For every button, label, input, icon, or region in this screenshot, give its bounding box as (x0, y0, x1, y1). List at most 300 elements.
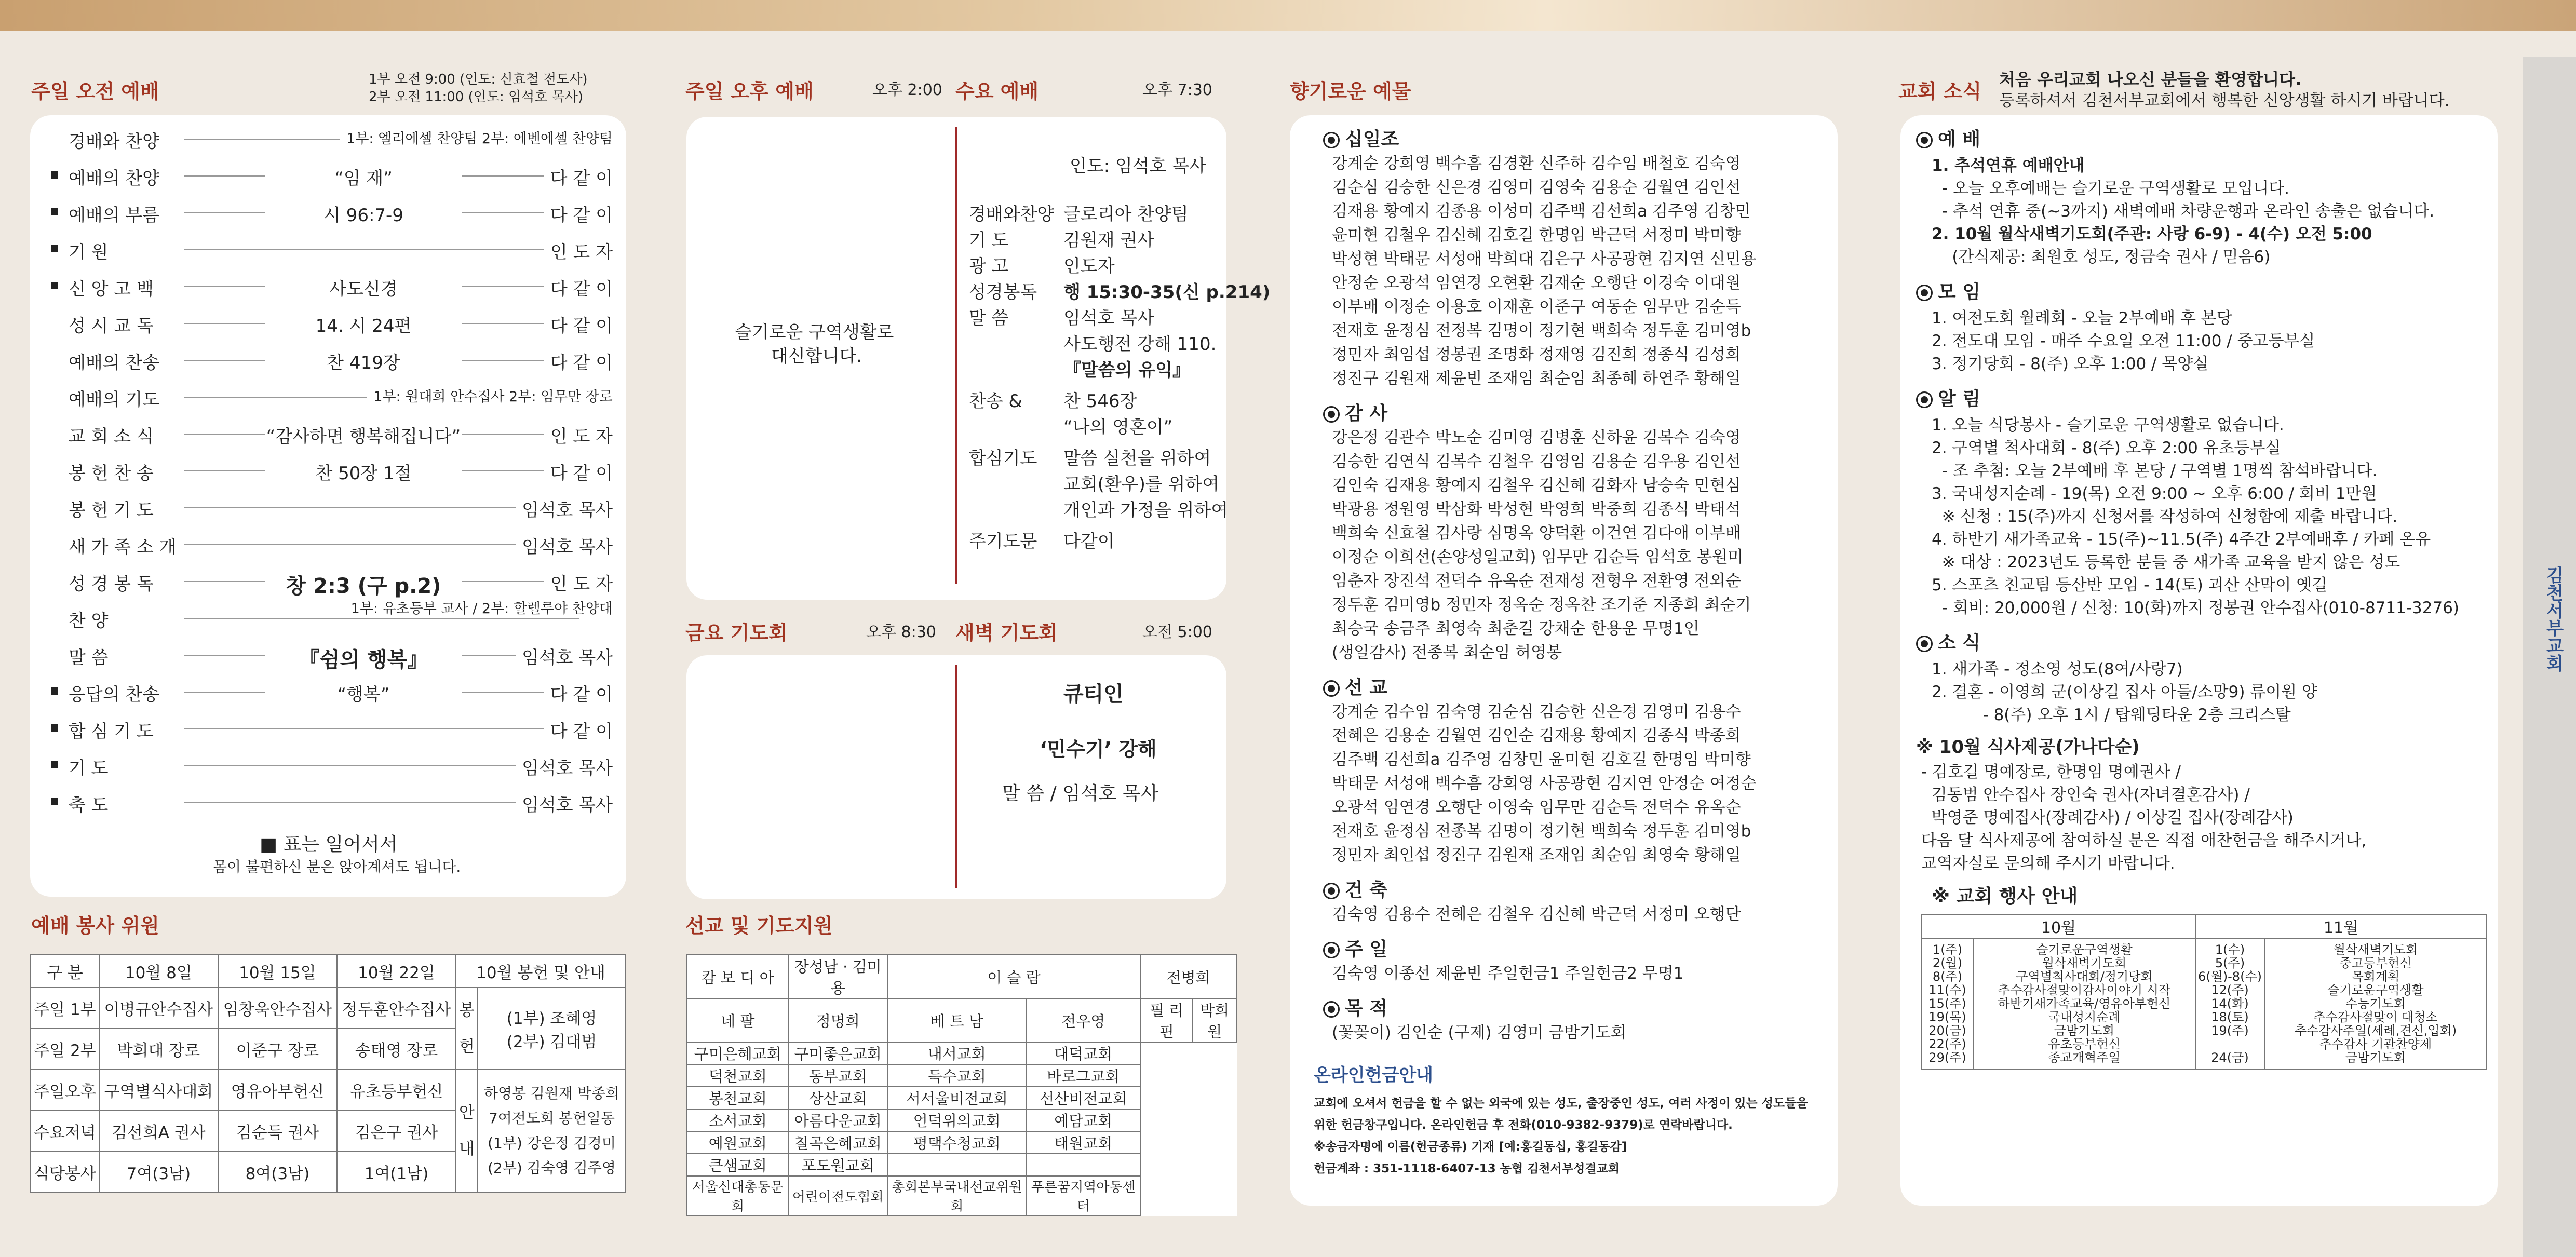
vol-cell: 구역별식사대회 (99, 1070, 218, 1111)
news-section-title (1916, 125, 1980, 151)
mission-church: 구미좋은교회 (788, 1042, 887, 1064)
order-label: 경배와 찬양 (69, 131, 160, 152)
event-name: 추수감사주일(세례,견신,입회) (2294, 1023, 2457, 1038)
section-name: 예 배 (1938, 129, 1981, 150)
offering-names: 김승한 김연식 김복수 김철우 김영임 김용순 김우용 김인선 (1332, 452, 1741, 471)
order-content: 시 96:7-9 (265, 201, 462, 226)
wed-value: 말씀 실천을 위하여 (1063, 448, 1211, 469)
online-info: ※송금자명에 이름(헌금종류) 기재 [예:홍길동십, 홍길동감] (1314, 1140, 1627, 1154)
bullet-mark (51, 245, 58, 252)
top-banner (0, 0, 2576, 31)
events-month: 10월 (1922, 914, 2195, 938)
order-content: 찬 50장 1절 (265, 459, 462, 484)
vol-cell: 김은구 권사 (337, 1111, 456, 1152)
standing-note: ■ 표는 일어서서 (260, 834, 398, 855)
friday-title: 금요 기도회 (685, 621, 788, 644)
offering-names: 정두훈 김미영b 정민자 정옥순 정옥찬 조기준 지종희 최순기 (1332, 596, 1751, 614)
afternoon-text1: 슬기로운 구역생활로 (735, 322, 894, 343)
offering-names: 백희숙 신효철 김사랑 심명옥 양덕환 이건연 김다애 이부배 (1332, 524, 1741, 543)
online-info: 교회에 오셔서 헌금을 할 수 없는 외국에 있는 성도, 출장중인 성도, 여러 사정이 있는 성도들을 (1314, 1097, 1808, 1110)
online-info: 위한 헌금창구입니다. 온라인헌금 후 전화(010-9382-9379)로 연락바랍니다. (1314, 1118, 1733, 1132)
wed-label: 주기도문 (969, 531, 1037, 552)
news-section-title (1916, 628, 1980, 655)
mission-person: 정명희 (788, 998, 887, 1042)
order-leader: 임석호 목사 (516, 754, 613, 779)
event-date: 18(토) (2211, 1010, 2249, 1024)
mission-church: 예원교회 (687, 1131, 788, 1154)
events-title: ※ 교회 행사 안내 (1932, 886, 2078, 907)
offering-names: (꽃꽂이) 김인순 (구제) 김영미 금밤기도회 (1332, 1023, 1626, 1042)
section-name: 주 일 (1345, 939, 1388, 960)
mission-church: 동부교회 (788, 1064, 887, 1087)
radio-bullet-icon (1916, 285, 1933, 301)
divider (955, 127, 957, 584)
offering-section-title (1323, 125, 1399, 151)
welcome-line1: 처음 우리교회 나오신 분들을 환영합니다. (1999, 70, 2302, 89)
wed-label: 합심기도 (969, 448, 1037, 469)
vol-side-label: 안 (459, 1103, 475, 1123)
wednesday-title: 수요 예배 (955, 80, 1039, 103)
bullet-mark (51, 208, 58, 215)
mission-church: 구미은혜교회 (687, 1042, 788, 1064)
divider (955, 665, 957, 888)
mission-church: 봉천교회 (687, 1087, 788, 1109)
event-name: 유초등부헌신 (2048, 1037, 2121, 1051)
offering-names: 윤미현 김철우 김신혜 김호길 한명임 박근덕 서정미 박미향 (1332, 226, 1741, 245)
mission-country: 베 트 남 (887, 998, 1027, 1042)
vol-cell: 정두훈안수집사 (337, 988, 456, 1029)
wed-value: 김원재 권사 (1063, 230, 1155, 251)
mission-country: 네 팔 (687, 998, 788, 1042)
welcome-line2: 등록하셔서 김천서부교회에서 행복한 신앙생활 하시기 바랍니다. (1999, 91, 2450, 110)
offering-names: 김주백 김선희a 김주영 김창민 윤미현 김호길 한명임 박미향 (1332, 750, 1751, 769)
event-name: 수능기도회 (2345, 996, 2406, 1011)
bullet-mark (51, 798, 58, 805)
meal-title: ※ 10월 식사제공(가나다순) (1916, 737, 2140, 758)
radio-bullet-icon (1323, 406, 1340, 423)
offering-names: 전혜은 김용순 김월연 김인순 김재용 황예지 김종식 박종희 (1332, 726, 1741, 745)
offering-section-title (1323, 399, 1387, 425)
news-line: 1. 오늘 식당봉사 - 슬기로운 구역생활로 없습니다. (1932, 416, 2284, 435)
mission-church: 총회본부국내선교위원회 (887, 1176, 1027, 1215)
offering-names: 박광용 정원영 박삼화 박성현 박영희 박중희 김종식 박태석 (1332, 500, 1741, 519)
order-leader: 다 같 이 (544, 459, 613, 484)
bullet-mark (51, 171, 58, 179)
order-leader: 다 같 이 (544, 348, 613, 374)
friday-time: 오후 8:30 (866, 623, 936, 641)
order-label: 봉 헌 기 도 (69, 500, 154, 521)
order-leader: 인 도 자 (544, 422, 613, 448)
mission-church: 칠곡은혜교회 (788, 1131, 887, 1154)
vol-header: 10월 22일 (337, 955, 456, 988)
offering-names: 강계순 강희영 백수흠 김경환 신주하 김수임 배철호 김숙영 (1332, 154, 1741, 173)
order-label: 예배의 기도 (69, 389, 160, 410)
vol-side-label: 헌 (459, 1037, 475, 1056)
order-label: 새 가 족 소 개 (69, 537, 177, 558)
news-line: 2. 결혼 - 이영희 군(이상길 집사 아들/소망9) 류이원 양 (1932, 683, 2317, 701)
offering-names: 이부배 이정순 이용호 이재훈 이준구 여동순 임무만 김순득 (1332, 298, 1741, 316)
event-date: 24(금) (2211, 1050, 2249, 1065)
event-name: 종교개혁주일 (2048, 1050, 2121, 1065)
event-name: 월삭새벽기도회 (2042, 956, 2127, 970)
news-line: - 오늘 오후예배는 슬기로운 구역생활로 모입니다. (1932, 179, 2289, 198)
event-date: 14(화) (2211, 996, 2249, 1011)
vol-cell: 송태영 장로 (337, 1029, 456, 1070)
mission-church: 선산비전교회 (1027, 1087, 1141, 1109)
mission-church: 포도원교회 (788, 1154, 887, 1176)
offering-names: 김숙영 김용수 전혜은 김철우 김신혜 박근덕 서정미 오행단 (1332, 905, 1741, 924)
morning-title: 주일 오전 예배 (31, 80, 159, 103)
wed-value: 『말씀의 유익』 (1063, 360, 1191, 381)
mission-country: 이 슬 람 (887, 955, 1140, 998)
order-leader: 인 도 자 (544, 238, 613, 263)
wed-label: 성경봉독 (969, 282, 1037, 303)
offering-names: 김순심 김승한 신은경 김영미 김영숙 김용순 김월연 김인선 (1332, 178, 1741, 197)
meal-line: 김동범 안수집사 장인숙 권사(자녀결혼감사) / (1921, 786, 2250, 804)
news-line: ※ 신청 : 15(주)까지 신청서를 작성하여 신청함에 제출 바랍니다. (1932, 507, 2398, 526)
radio-bullet-icon (1323, 942, 1340, 958)
order-leader: 1부: 엘리에셀 찬양팀 2부: 에벤에셀 찬양팀 (340, 127, 613, 147)
birthday-thanks: (생일감사) 전종복 최순임 허영봉 (1332, 643, 1562, 662)
vol-side-label: 봉 (459, 1001, 475, 1020)
mission-person: 전우영 (1027, 998, 1141, 1042)
event-name: 구역별척사대회/정기당회 (2016, 969, 2153, 984)
news-line: 3. 정기당회 - 8(주) 오후 1:00 / 목양실 (1932, 355, 2209, 373)
vol-header: 10월 봉헌 및 안내 (456, 955, 626, 988)
mission-person: 전병희 (1140, 955, 1236, 998)
vol-cell: 1여(1남) (337, 1152, 456, 1193)
offering-names: 박태문 서성애 백수흠 강희영 사공광현 김지연 안정순 여정순 (1332, 774, 1757, 793)
news-line: - 8(주) 오후 1시 / 탑웨딩타운 2층 크리스탈 (1932, 706, 2291, 724)
mission-church: 득수교회 (887, 1064, 1027, 1087)
offering-names: 임춘자 장진석 전덕수 유옥순 전재성 전형우 전환영 전외순 (1332, 572, 1741, 590)
mission-church: 평택수청교회 (887, 1131, 1027, 1154)
order-content: 찬 419장 (265, 348, 462, 374)
radio-bullet-icon (1916, 391, 1933, 408)
offering-names: 강은정 김관수 박노순 김미영 김병훈 신하윤 김복수 김숙영 (1332, 428, 1741, 447)
offering-names: 안정순 오광석 임연경 오현환 김재순 오행단 이경숙 이대원 (1332, 274, 1741, 292)
vol-guide: (1부) 강은정 김경미 (488, 1134, 616, 1152)
vol-guide: 하영봉 김원재 박종희 (483, 1085, 620, 1102)
events-month: 11월 (2195, 914, 2487, 938)
order-label: 예배의 찬송 (69, 353, 160, 373)
mission-church: 태원교회 (1027, 1131, 1141, 1154)
wed-value: 사도행전 강해 110. (1063, 334, 1217, 355)
vol-cell: 김선희A 권사 (99, 1111, 218, 1152)
mission-church: 서울신대총동문회 (687, 1176, 788, 1215)
news-line: 2. 전도대 모임 - 매주 수요일 오전 11:00 / 중고등부실 (1932, 332, 2315, 350)
leader-line (184, 618, 579, 619)
morning-time1: 1부 오전 9:00 (인도: 신효철 전도사) (369, 72, 588, 87)
offering-names: 오광석 임연경 오행단 이영숙 임무만 김순득 전덕수 유옥순 (1332, 798, 1741, 817)
vol-side-label: 내 (459, 1140, 475, 1159)
mission-church: 내서교회 (887, 1042, 1027, 1064)
vol-guide: 7여전도회 봉헌일동 (488, 1110, 615, 1127)
dawn-title: 새벽 기도회 (955, 621, 1058, 644)
dawn-book: ‘민수기’ 강해 (1040, 738, 1157, 761)
bullet-mark (51, 761, 58, 768)
wed-value: 글로리아 찬양팀 (1063, 204, 1189, 225)
leader-line (184, 728, 579, 729)
order-leader: 다 같 이 (544, 275, 613, 300)
event-name: 목회계획 (2351, 969, 2400, 984)
event-name: 추수감사절맞이 대청소 (2313, 1010, 2438, 1024)
event-date: 19(목) (1928, 1010, 1966, 1024)
order-leader: 임석호 목사 (516, 791, 613, 816)
mission-church: 언덕위의교회 (887, 1109, 1027, 1131)
order-leader: 1부: 원대희 안수집사 2부: 임무만 장로 (367, 385, 613, 406)
radio-bullet-icon (1323, 680, 1340, 697)
meal-line: 다음 달 식사제공에 참여하실 분은 직접 애찬헌금을 해주시거나, (1921, 831, 2367, 850)
offering-names: 박성현 박태문 서성애 박희대 김은구 사공광현 김지연 신민용 (1332, 250, 1757, 268)
section-name: 선 교 (1345, 677, 1388, 698)
offering-names: 강계순 김수임 김숙영 김순심 김승한 신은경 김영미 김용수 (1332, 702, 1741, 721)
order-label: 기 도 (69, 758, 109, 779)
news-line: 1. 새가족 - 정소영 성도(8여/사랑7) (1932, 660, 2183, 679)
mission-church: 어린이전도협회 (788, 1176, 887, 1215)
leader-line (184, 249, 579, 250)
mission-church: 대덕교회 (1027, 1042, 1141, 1064)
vol-cell: 수요저녁 (31, 1111, 99, 1152)
offering-names: 김숙영 이종선 제윤빈 주일헌금1 주일헌금2 무명1 (1332, 964, 1684, 983)
news-line: 2. 10월 월삭새벽기도회(주관: 사랑 6-9) - 4(수) 오전 5:00 (1932, 225, 2372, 244)
order-label: 응답의 찬송 (69, 684, 160, 705)
mission-title: 선교 및 기도지원 (685, 914, 833, 937)
news-line: 2. 구역별 척사대회 - 8(주) 오후 2:00 유초등부실 (1932, 439, 2281, 457)
order-leader: 인 도 자 (544, 570, 613, 595)
offering-names: 최승국 송금주 최영숙 최춘길 강채순 한용운 무명1인 (1332, 619, 1700, 638)
order-leader: 다 같 이 (544, 201, 613, 226)
event-date: 20(금) (1928, 1023, 1966, 1038)
event-name: 슬기로운구역생활 (2036, 942, 2133, 957)
news-section-title (1916, 277, 1980, 304)
event-date: 29(주) (1928, 1050, 1966, 1065)
event-name: 중고등부헌신 (2339, 956, 2412, 970)
volunteers-table (30, 954, 626, 1193)
offering-names: 정민자 최인섭 정진구 김원재 조재임 최순임 최영숙 황해일 (1332, 846, 1741, 864)
mission-country: 필 리 핀 (1140, 998, 1193, 1042)
bullet-mark (51, 687, 58, 695)
vol-header: 10월 15일 (218, 955, 337, 988)
afternoon-title: 주일 오후 예배 (685, 80, 814, 103)
vol-cell: 8여(3남) (218, 1152, 337, 1193)
wed-value: 인도자 (1063, 256, 1115, 277)
event-name: 슬기로운구역생활 (2327, 983, 2424, 997)
vol-cell: 이준구 장로 (218, 1029, 337, 1070)
radio-bullet-icon (1916, 636, 1933, 652)
event-date (2198, 1037, 2262, 1051)
event-date: 19(주) (2211, 1023, 2249, 1038)
vol-cell: 영유아부헌신 (218, 1070, 337, 1111)
mission-church: 상산교회 (788, 1087, 887, 1109)
event-name: 추수감사절맞이감사이야기 시작 (1998, 983, 2171, 997)
online-title: 온라인헌금안내 (1314, 1065, 1433, 1086)
order-label: 신 앙 고 백 (69, 279, 154, 300)
offering-section-title (1323, 994, 1387, 1020)
volunteers-title: 예배 봉사 위원 (31, 914, 159, 937)
order-label: 예배의 찬양 (69, 168, 160, 189)
order-content: 14. 시 24편 (265, 312, 462, 337)
vol-cell: 식당봉사 (31, 1152, 99, 1193)
wed-label: 경배와찬양 (969, 204, 1055, 225)
wed-value: 찬 546장 (1063, 391, 1137, 412)
vol-cell: 7여(3남) (99, 1152, 218, 1193)
vol-cell: 임창욱안수집사 (218, 988, 337, 1029)
order-leader: 다 같 이 (544, 680, 613, 706)
order-leader: 다 같 이 (544, 717, 613, 742)
mission-church: 덕천교회 (687, 1064, 788, 1087)
wed-value: 개인과 가정을 위하여 (1063, 500, 1229, 521)
mission-church (887, 1154, 1027, 1176)
order-label: 성 경 봉 독 (69, 574, 154, 594)
offering-names: 전재호 윤정심 전정복 김명이 정기현 백희숙 정두훈 김미영b (1332, 321, 1751, 340)
order-label: 교 회 소 식 (69, 426, 154, 447)
afternoon-text2: 대신합니다. (771, 346, 862, 367)
event-date: 8(주) (1932, 969, 1963, 984)
news-line: ※ 대상 : 2023년도 등록한 분들 중 새가족 교육을 받지 않은 성도 (1932, 553, 2400, 572)
offering-names: 김재용 황예지 김종용 이성미 김주백 김선희a 김주영 김창민 (1332, 202, 1751, 221)
radio-bullet-icon (1323, 1001, 1340, 1018)
event-date: 1(주) (1932, 942, 1963, 957)
vol-cell: 주일 1부 (31, 988, 99, 1029)
offering-names: 정민자 최임섭 정봉권 조명화 정재영 김진희 정종식 김성희 (1332, 345, 1741, 364)
wed-value: 다같이 (1063, 531, 1115, 552)
mission-church (1027, 1154, 1141, 1176)
news-line: 1. 여전도회 월례회 - 오늘 2부예배 후 본당 (1932, 309, 2232, 328)
section-name: 알 림 (1938, 388, 1981, 410)
order-leader: 임석호 목사 (516, 496, 613, 521)
order-leader: 임석호 목사 (516, 533, 613, 558)
mission-church: 아름다운교회 (788, 1109, 887, 1131)
order-label: 합 심 기 도 (69, 721, 154, 742)
wed-value: 행 15:30-35(신 p.214) (1063, 282, 1271, 303)
dawn-speaker: 말 씀 / 임석호 목사 (1002, 783, 1159, 804)
news-line: 5. 스포츠 친교팀 등산반 모임 - 14(토) 괴산 산막이 옛길 (1932, 576, 2328, 594)
order-leader: 다 같 이 (544, 164, 613, 190)
section-name: 소 식 (1938, 632, 1981, 654)
wed-label: 말 씀 (969, 308, 1009, 329)
news-line: 3. 국내성지순례 - 19(목) 오전 9:00 ~ 오후 6:00 / 회비 1만원 (1932, 484, 2377, 503)
section-name: 모 임 (1938, 281, 1981, 303)
radio-bullet-icon (1323, 132, 1340, 148)
mission-church: 큰샘교회 (687, 1154, 788, 1176)
event-name: 추수감사 기관찬양제 (2319, 1037, 2432, 1051)
event-date: 1(수) (2215, 942, 2245, 957)
meal-line: 박영준 명예집사(장례감사) / 이상길 집사(장례감사) (1921, 808, 2294, 827)
offering-names: 김인숙 김재용 황예지 김철우 김신혜 김화자 남승숙 민현심 (1332, 476, 1741, 495)
vol-header: 10월 8일 (99, 955, 218, 988)
mission-church: 푸른꿈지역아동센터 (1027, 1176, 1141, 1215)
event-name: 하반기새가족교육/영유아부헌신 (1998, 996, 2171, 1011)
wed-label: 기 도 (969, 230, 1009, 251)
order-label: 예배의 부름 (69, 205, 160, 226)
meal-line: - 김호길 명예장로, 한명임 명예권사 / (1921, 763, 2181, 781)
vol-guide: (1부) 조혜영 (506, 1009, 597, 1028)
news-line: (간식제공: 최원호 성도, 정금숙 권사 / 믿음6) (1932, 248, 2271, 266)
events-table (1921, 914, 2487, 1070)
event-name: 월삭새벽기도회 (2333, 942, 2418, 957)
bullet-mark (51, 724, 58, 732)
radio-bullet-icon (1323, 883, 1340, 899)
wed-label: 찬송 & (969, 391, 1023, 412)
offering-names: 정진구 김원재 제윤빈 조재임 최순임 최종혜 하연주 황해일 (1332, 369, 1741, 388)
event-date: 12(주) (2211, 983, 2249, 997)
seated-note: 몸이 불편하신 분은 앉아계셔도 됩니다. (213, 858, 461, 875)
vol-cell: 박희대 장로 (99, 1029, 218, 1070)
vol-cell: 이병규안수집사 (99, 988, 218, 1029)
vol-guide: (2부) 김대범 (506, 1032, 597, 1051)
news-title: 교회 소식 (1898, 80, 1982, 103)
wednesday-time: 오후 7:30 (1142, 81, 1212, 99)
event-date: 15(주) (1928, 996, 1966, 1011)
section-name: 감 사 (1345, 403, 1388, 424)
wed-label: 광 고 (969, 256, 1009, 277)
event-date: 6(월)-8(수) (2197, 969, 2262, 984)
order-label: 축 도 (69, 795, 109, 816)
event-date: 22(주) (1928, 1037, 1966, 1051)
vol-cell: 김순득 권사 (218, 1111, 337, 1152)
order-content: “행복” (265, 680, 462, 706)
order-label: 찬 양 (69, 611, 109, 631)
vol-guide: (2부) 김숙영 김주영 (488, 1159, 616, 1177)
mission-country: 캄 보 디 아 (687, 955, 788, 998)
offering-title: 향기로운 예물 (1290, 80, 1411, 103)
offering-section-title (1323, 673, 1387, 699)
order-label: 기 원 (69, 242, 109, 263)
bullet-mark (51, 282, 58, 289)
order-content: “감사하면 행복해집니다” (265, 422, 462, 448)
meal-line: 교역자실로 문의해 주시기 바랍니다. (1921, 854, 2175, 873)
offering-names: 이정순 이희선(손양성일교회) 임무만 김순득 임석호 봉원미 (1332, 548, 1744, 566)
event-name: 금밤기도회 (2345, 1050, 2406, 1065)
online-info: 헌금계좌 : 351-1118-6407-13 농협 김천서부성결교회 (1314, 1162, 1620, 1175)
offering-section-title (1323, 935, 1387, 961)
mission-person: 박희원 (1193, 998, 1236, 1042)
order-label: 말 씀 (69, 647, 109, 668)
news-line: 1. 추석연휴 예배안내 (1932, 156, 2085, 175)
news-line: - 추석 연휴 중(~3까지) 새벽예배 차량운행과 온라인 송출은 없습니다. (1932, 202, 2435, 221)
vol-cell: 주일 2부 (31, 1029, 99, 1070)
wed-value: “나의 영혼이” (1063, 417, 1173, 438)
radio-bullet-icon (1916, 132, 1933, 148)
mission-church: 소서교회 (687, 1109, 788, 1131)
section-name: 건 축 (1345, 880, 1388, 901)
qt-label: 큐티인 (1063, 682, 1124, 706)
mission-person: 장성남 · 김미용 (788, 955, 887, 998)
section-name: 십일조 (1345, 129, 1399, 150)
morning-time2: 2부 오전 11:00 (인도: 임석호 목사) (369, 89, 584, 105)
order-content: 『쉼의 행복』 (265, 643, 462, 673)
event-date: 11(수) (1928, 983, 1966, 997)
offering-section-title (1323, 875, 1387, 902)
dawn-time: 오전 5:00 (1142, 623, 1212, 641)
order-label: 성 시 교 독 (69, 316, 154, 336)
order-content: 사도신경 (265, 275, 462, 300)
wed-value: 교회(환우)를 위하여 (1063, 474, 1220, 495)
news-line: - 조 추첨: 오늘 2부예배 후 본당 / 구역별 1명씩 참석바랍니다. (1932, 462, 2378, 480)
section-name: 목 적 (1345, 998, 1388, 1019)
wed-value: 임석호 목사 (1063, 308, 1155, 329)
event-date: 5(주) (2215, 956, 2245, 970)
mission-table (686, 954, 1237, 1216)
mission-church: 예담교회 (1027, 1109, 1141, 1131)
order-content: “임 재” (265, 164, 462, 190)
event-name: 국내성지순례 (2048, 1010, 2121, 1024)
order-content: 창 2:3 (구 p.2) (265, 570, 462, 599)
event-name: 금밤기도회 (2054, 1023, 2114, 1038)
order-leader: 다 같 이 (544, 312, 613, 337)
order-label: 봉 헌 찬 송 (69, 463, 154, 484)
